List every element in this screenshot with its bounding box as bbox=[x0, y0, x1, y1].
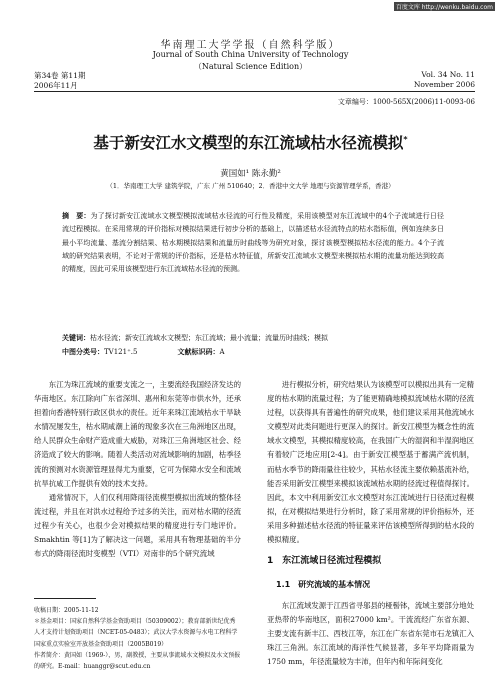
subsection-heading: 1.1 研究流域的基本情况 bbox=[276, 580, 371, 589]
paper-title bbox=[0, 131, 501, 153]
body-paragraph: 通常情况下，人们仅利用降雨径流模型模拟出流域的整体径流过程，并且在对洪水过程给予过多的关注，而对枯水期的径流过程少有关心，也很少会对模拟结果的精度进行专门地评价。Smakhtin 等[1]为了解决这一问题，采用具有物理基础的半分布式的降雨径流时变模型（VTI）对南非的5个研究流域 bbox=[34, 492, 241, 559]
doc-code-label: 文献标识码： bbox=[177, 348, 220, 356]
issue-date-en: November 2006 bbox=[413, 80, 475, 89]
paper-title-footnote-mark: * bbox=[403, 134, 408, 144]
issue-date-cn: 2006年11月 bbox=[34, 81, 78, 90]
volume-issue-cn: 第34卷 第11期 bbox=[34, 71, 86, 80]
footnote-received: 收稿日期：2005-11-12 bbox=[34, 607, 99, 614]
footnotes bbox=[34, 605, 241, 672]
paper-affiliations: （1．华南理工大学 建筑学院，广东 广州 510640；2．香港中文大学 地理与资源管理学系，香港） bbox=[106, 182, 395, 190]
clc-label: 中图分类号： bbox=[62, 348, 104, 356]
abstract-label: 摘 要： bbox=[62, 212, 91, 220]
keywords-text: 枯水径流；新安江流域水文模型；东江流域；最小流量；流量历时曲线；模拟 bbox=[90, 334, 328, 342]
footnote-rule bbox=[34, 598, 96, 599]
body-right-paragraph-2: 东江流域发源于江西省寻邬县的桠髻钵，流域主要部分地处亚热带的华南地区，面积27000 km²。干流流经广东省东源、主要支流有新丰江、西枝江等，东江在广东省东莞市石龙镇汇入珠江三角洲。东江流域的海洋性气候显著，多年平均降雨量为1750 mm，年径流量较为丰沛，但年内和年际间变化 bbox=[267, 601, 474, 667]
journal-subtitle-en: （Natural Science Edition） bbox=[193, 62, 308, 71]
body-right-paragraph-1: 进行模拟分析，研究结果认为该模型可以模拟出具有一定精度的枯水期的流量过程；为了能更精确地模拟流域枯水期的径流过程，以获得具有普遍性的研究成果，他们建议采用其他流域水文模型对此类问题进行更深入的探讨。新安江模型为概念性的流域水文模型，其模拟精度较高，在我国广大的湿润和半湿润地区有着较广泛地应用[2-4]。由于新安江模型基于蓄满产流机制，而枯水季节的降雨量往往较少，其枯水径流主要依赖基流补给，能否采用新安江模型来模拟该流域枯水期的径流过程值得探讨。因此，本文中利用新安江水文模型对东江流域进行日径流过程模拟，在对模拟结果进行分析时，除了采用常规的评价指标外，还采用多种描述枯水径流的特征量来评估该模型所得到的枯水段的模拟精度。 bbox=[267, 380, 474, 545]
keywords bbox=[62, 333, 444, 343]
body-left-column bbox=[34, 378, 241, 561]
classification-line bbox=[62, 347, 225, 357]
footnote-fund: ＊基金项目：国家自然科学基金资助项目（50309002）；教育部新世纪优秀人才支持计划资助项目（NCET-05-0483）；武汉大学水资源与水电工程科学国家重点实验室开放基金资助项目（2005B019） bbox=[34, 618, 238, 648]
section-heading: 1 东江流域日径流过程模拟 bbox=[267, 556, 382, 566]
footnote-author: 作者简介：黄国如（1969-），男，副教授，主要从事流域水文模拟及水文预报的研究。E-mail：huanggr@scut.edu.cn bbox=[34, 651, 241, 671]
abstract-text: 为了探讨新安江流域水文模型模拟流域枯水径流的可行性及精度，采用该模型对东江流域中的4个子流域进行日径流过程模拟。在采用常规的评价指标对模拟结果进行初步分析的基础上，以描述枯水径流特点的枯水指标值，例如连续多日最小平均流量、基流分割结果、枯水期模拟结果和流量历时曲线等为研究对象，探讨该模型模拟枯水径流的能力。4个子流域的研究结果表明，不论对于常规的评价指标，还是枯水特征值，所新安江流域水文模型来模拟枯水期的流量功能达到较高的精度，因此可采用该模型进行东江流域枯水径流的预测。 bbox=[62, 212, 445, 274]
watermark: 百度文库 http://wenku.baidu.com bbox=[395, 4, 493, 11]
journal-name-en: Journal of South China University of Technology bbox=[152, 50, 349, 59]
abstract bbox=[62, 210, 444, 276]
keywords-label: 关键词： bbox=[62, 334, 90, 342]
header-rule bbox=[34, 91, 475, 92]
paper-title-text: 基于新安江水文模型的东江流域枯水径流模拟 bbox=[93, 134, 404, 152]
paper-authors: 黄国如¹ 陈永勤² bbox=[220, 169, 281, 179]
body-paragraph: 东江为珠江流域的重要支流之一，主要流经我国经济发达的华南地区。东江除向广东省深圳、惠州和东莞等市供水外，还承担着向香港特别行政区供水的责任。近年来珠江流域枯水干旱缺水情况屡发生，枯水期咸潮上涌的现象多次在三角洲地区出现，给人民群众生命财产造成重大威胁，对珠江三角洲地区社会、经济造成了较大的影响。随着人类活动对流域影响的加剧，枯季径流的预测对水资源管理显得尤为重要，它可为保障水安全和流域抗旱抗咸工作提供有效的技术支持。 bbox=[34, 380, 241, 488]
volume-issue-en: Vol. 34 No. 11 bbox=[421, 70, 475, 79]
doc-code-value: A bbox=[219, 348, 225, 356]
clc-value: TV121⁺.5 bbox=[104, 348, 138, 356]
journal-name-cn: 华南理工大学学报（自然科学版） bbox=[160, 40, 341, 51]
article-number: 文章编号：1000-565X(2006)11-0093-06 bbox=[337, 98, 475, 106]
